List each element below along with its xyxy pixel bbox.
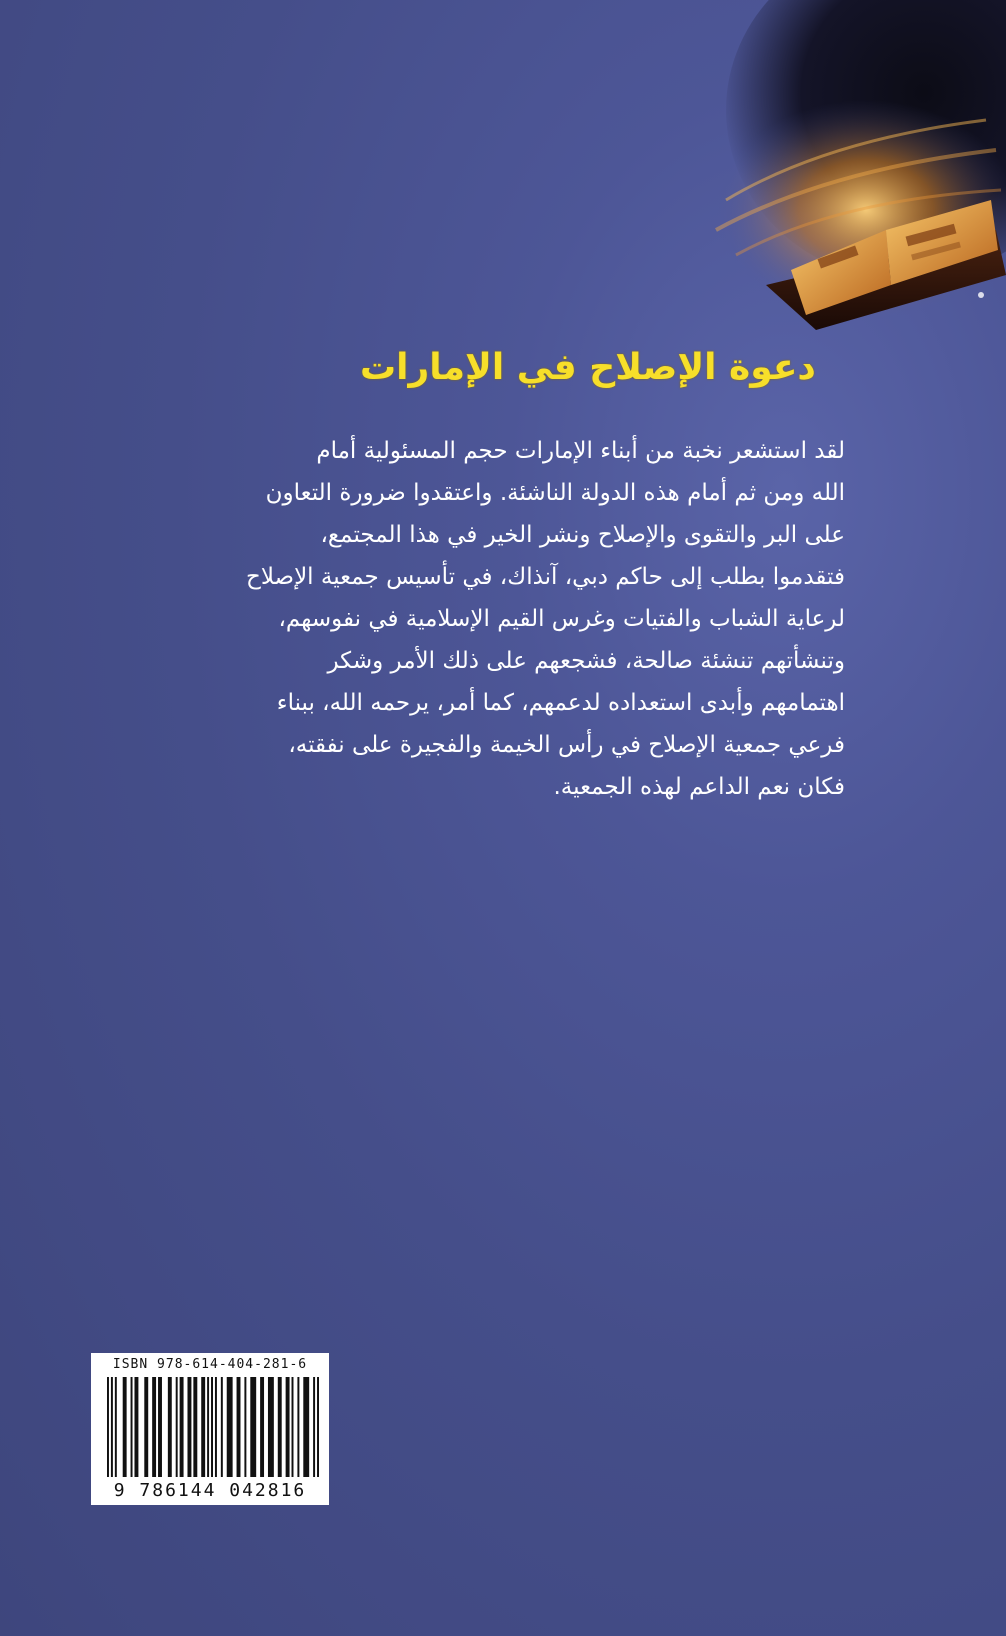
barcode-bar bbox=[187, 1377, 191, 1477]
barcode-bar bbox=[237, 1377, 241, 1477]
blurb-line: اهتمامهم وأبدى استعداده لدعمهم، كما أمر، يرحمه الله، ببناء bbox=[276, 690, 845, 716]
barcode-bar bbox=[168, 1377, 172, 1477]
isbn-barcode bbox=[91, 1353, 329, 1505]
barcode-bar bbox=[158, 1377, 162, 1477]
blurb-line: لقد استشعر نخبة من أبناء الإمارات حجم المسئولية أمام bbox=[316, 438, 845, 464]
blurb-line: على البر والتقوى والإصلاح ونشر الخير في هذا المجتمع، bbox=[320, 522, 845, 548]
barcode-bar bbox=[201, 1377, 205, 1477]
barcode-bar bbox=[268, 1377, 274, 1477]
barcode-bar bbox=[297, 1377, 299, 1477]
cover-title: دعوة الإصلاح في الإمارات bbox=[360, 347, 816, 388]
barcode-bar bbox=[244, 1377, 246, 1477]
barcode-bar bbox=[317, 1377, 319, 1477]
barcode-bar bbox=[115, 1377, 117, 1477]
blurb-line: فتقدموا بطلب إلى حاكم دبي، آنذاك، في تأسيس جمعية الإصلاح bbox=[245, 564, 845, 590]
blurb-line: فكان نعم الداعم لهذه الجمعية. bbox=[553, 774, 845, 800]
barcode-bar bbox=[207, 1377, 209, 1477]
blurb-line: لرعاية الشباب والفتيات وغرس القيم الإسلامية في نفوسهم، bbox=[278, 606, 845, 632]
barcode-bar bbox=[278, 1377, 282, 1477]
barcode-bar bbox=[313, 1377, 315, 1477]
barcode-bar bbox=[211, 1377, 213, 1477]
isbn-digits: 9 786144 042816 bbox=[113, 1480, 307, 1501]
barcode-bar bbox=[107, 1377, 109, 1477]
blurb-paragraph bbox=[155, 430, 845, 808]
barcode-bar bbox=[144, 1377, 148, 1477]
open-book-icon bbox=[706, 80, 1006, 370]
blurb-line: فرعي جمعية الإصلاح في رأس الخيمة والفجيرة على نفقته، bbox=[288, 732, 845, 758]
barcode-bar bbox=[134, 1377, 138, 1477]
barcode-bar bbox=[123, 1377, 127, 1477]
barcode-bar bbox=[193, 1377, 197, 1477]
blurb-line: وتنشأتهم تنشئة صالحة، فشجعهم على ذلك الأمر وشكر bbox=[327, 648, 845, 674]
barcode-bar bbox=[215, 1377, 217, 1477]
blurb-line: الله ومن ثم أمام هذه الدولة الناشئة. واعتقدوا ضرورة التعاون bbox=[265, 480, 845, 506]
barcode-bar bbox=[227, 1377, 233, 1477]
barcode-bar bbox=[250, 1377, 256, 1477]
barcode-bar bbox=[221, 1377, 223, 1477]
barcode-bar bbox=[176, 1377, 178, 1477]
barcode-bar bbox=[152, 1377, 156, 1477]
barcode-bar bbox=[303, 1377, 309, 1477]
barcode-bar bbox=[180, 1377, 184, 1477]
barcode-bar bbox=[260, 1377, 264, 1477]
barcode-bars bbox=[107, 1377, 319, 1477]
barcode-bar bbox=[292, 1377, 294, 1477]
isbn-label: ISBN 978-614-404-281-6 bbox=[112, 1357, 308, 1372]
barcode-bar bbox=[111, 1377, 113, 1477]
title-block bbox=[360, 338, 816, 398]
barcode-bar bbox=[286, 1377, 290, 1477]
barcode-bar bbox=[131, 1377, 133, 1477]
